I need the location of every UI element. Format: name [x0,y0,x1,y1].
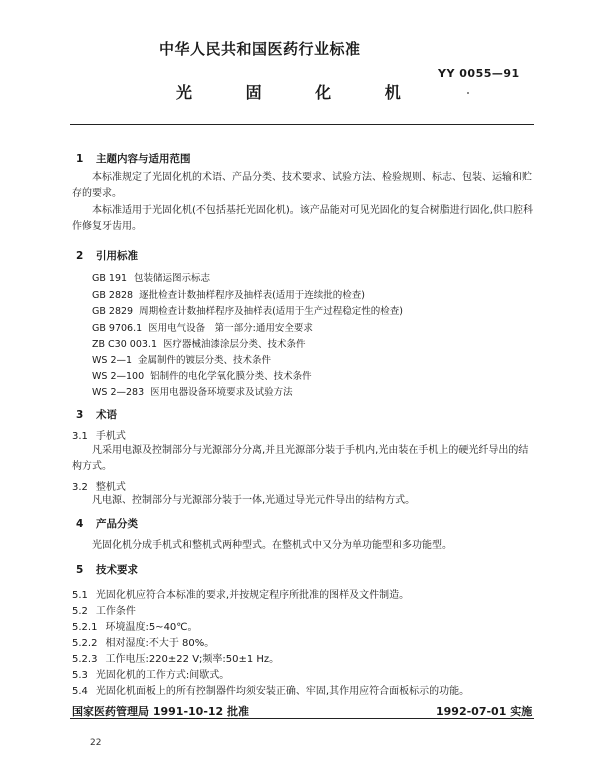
clause-text: 工作电压:220±22 V;频率:50±1 Hz。 [105,654,280,665]
bottom-rule [70,718,534,719]
section-number: 5 [76,564,84,576]
reference-item [92,384,293,398]
section-title: 术语 [96,409,117,421]
clause-number: 5.2 [72,606,88,617]
clause-text: 工作条件 [95,606,136,617]
reference-item [92,270,210,284]
top-rule [70,124,534,125]
requirement-item [72,634,214,649]
reference-title: 医用电器设备环境要求及试验方法 [150,387,293,398]
section-4-heading [76,516,138,531]
reference-code: ZB C30 003.1 [92,339,157,350]
clause-number: 5.2.2 [72,638,98,649]
reference-code: GB 9706.1 [92,323,143,334]
reference-code: GB 2828 [92,290,134,301]
clause-number: 5.1 [72,590,88,601]
reference-title: 逐批检查计数抽样程序及抽样表(适用于连续批的检查) [139,290,365,301]
section-number: 3 [76,409,84,421]
requirement-item [72,650,279,665]
clause-text: 光固化机的工作方式:间歇式。 [95,670,230,681]
clause-number: 5.4 [72,686,88,697]
section-4-paragraph: 光固化机分成手机式和整机式两种型式。在整机式中又分为单功能型和多功能型。 [92,540,452,551]
reference-code: GB 191 [92,273,128,284]
reference-code: GB 2829 [92,306,134,317]
section-5-heading [76,562,138,577]
section-title: 产品分类 [96,518,138,530]
publisher-line: 中华人民共和国医药行业标准 [159,40,361,58]
clause-number: 5.2.1 [72,622,98,633]
section-1-paragraph-1: 本标准规定了光固化机的术语、产品分类、技术要求、试验方法、检验规则、标志、包装、运输和贮存的要求。 [72,172,532,199]
section-number: 4 [76,518,84,530]
term-name: 手机式 [95,431,126,442]
clause-text: 环境温度:5~40℃。 [105,622,198,633]
term-3-2-definition: 凡电源、控制部分与光源部分装于一体,光通过导光元件导出的结构方式。 [92,495,416,506]
reference-item [92,287,365,301]
reference-item [92,352,271,366]
reference-item [92,336,306,350]
reference-title: 医疗器械油漆涂层分类、技术条件 [162,339,306,350]
clause-text: 相对湿度:不大于 80%。 [105,638,215,649]
effective-date: 1992-07-01 实施 [436,705,533,718]
term-3-1-definition: 凡采用电源及控制部分与光源部分分离,并且光源部分装于手机内,光由装在手机上的硬光纤导出的结构方式。 [72,445,529,472]
reference-code: WS 2—1 [92,355,133,366]
reference-title: 周期检查计数抽样程序及抽样表(适用于生产过程稳定性的检查) [139,306,403,317]
section-2-heading [76,248,138,263]
reference-item [92,320,313,334]
standard-code: YY 0055—91 [438,67,520,80]
clause-number: 3.2 [72,482,88,493]
section-1-heading [76,151,191,166]
requirement-item [72,602,136,617]
term-name: 整机式 [95,482,126,493]
approval-line: 国家医药管理局 1991-10-12 批准 [72,705,250,718]
clause-number: 5.2.3 [72,654,98,665]
reference-title: 医用电气设备 第一部分:通用安全要求 [148,323,313,334]
requirement-item [72,682,469,697]
section-number: 1 [76,153,84,165]
reference-item [92,368,312,382]
requirement-item [72,586,409,601]
document-title: 光 固 化 机 [176,83,425,102]
clause-number: 5.3 [72,670,88,681]
clause-text: 光固化机应符合本标准的要求,并按规定程序所批准的图样及文件制造。 [95,590,410,601]
section-number: 2 [76,250,84,262]
section-title: 技术要求 [96,564,138,576]
section-3-heading [76,407,117,422]
section-1-paragraph-2: 本标准适用于光固化机(不包括基托光固化机)。该产品能对可见光固化的复合树脂进行固化,供口腔科作修复牙齿用。 [72,205,533,232]
term-3-1-heading [72,427,126,442]
section-title: 主题内容与适用范围 [96,153,191,165]
section-title: 引用标准 [96,250,138,262]
requirement-item [72,618,198,633]
reference-title: 铝制件的电化学氧化膜分类、技术条件 [150,371,312,382]
reference-code: WS 2—283 [92,387,145,398]
term-3-2-heading [72,478,126,493]
reference-item [92,303,403,317]
reference-title: 金属制件的镀层分类、技术条件 [138,355,272,366]
reference-title: 包装储运图示标志 [134,273,211,284]
clause-number: 3.1 [72,431,88,442]
page-number: 22 [90,738,102,748]
requirement-item [72,666,229,681]
speck-mark [467,92,469,94]
reference-code: WS 2—100 [92,371,145,382]
clause-text: 光固化机面板上的所有控制器件均须安装正确、牢固,其作用应符合面板标示的功能。 [95,686,470,697]
